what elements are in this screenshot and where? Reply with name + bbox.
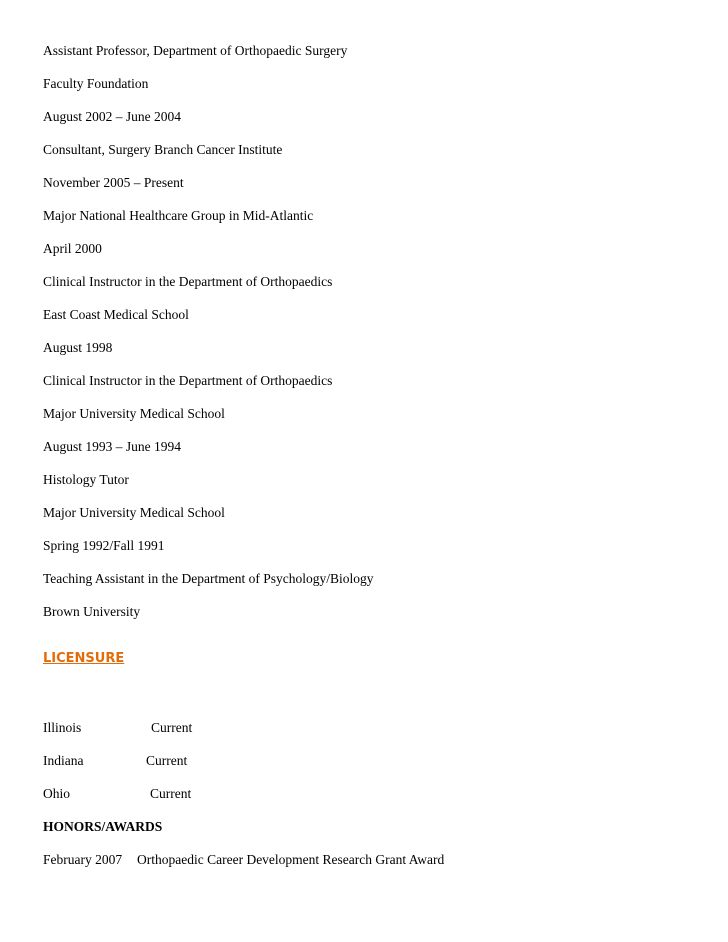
text-line: Brown University [43,604,141,619]
license-state: Indiana [43,753,84,768]
text-line: Major National Healthcare Group in Mid-Atlantic [43,208,314,223]
text-line: August 1993 – June 1994 [43,439,181,454]
text-line: Consultant, Surgery Branch Cancer Institute [43,142,283,157]
text-line: Major University Medical School [43,505,225,520]
award-row [43,852,543,868]
license-row [43,720,343,736]
license-row [43,786,343,802]
text-line: Assistant Professor, Department of Orthopaedic Surgery [43,43,348,58]
award-title: Orthopaedic Career Development Research Grant Award [137,852,445,867]
text-line: April 2000 [43,241,102,256]
license-status: Current [150,786,192,801]
text-line: East Coast Medical School [43,307,189,322]
text-line: November 2005 – Present [43,175,184,190]
license-state: Ohio [43,786,70,801]
text-line: Clinical Instructor in the Department of Orthopaedics [43,373,333,388]
license-status: Current [151,720,193,735]
license-state: Illinois [43,720,82,735]
text-line: Clinical Instructor in the Department of Orthopaedics [43,274,333,289]
text-line: Spring 1992/Fall 1991 [43,538,165,553]
award-date: February 2007 [43,852,123,867]
licensure-heading: LICENSURE [43,651,125,666]
license-row [43,753,343,769]
text-line: Faculty Foundation [43,76,149,91]
text-line: Major University Medical School [43,406,225,421]
honors-heading: HONORS/AWARDS [43,819,163,834]
text-line: August 1998 [43,340,113,355]
text-line: Histology Tutor [43,472,129,487]
text-line: August 2002 – June 2004 [43,109,181,124]
license-status: Current [146,753,188,768]
text-line: Teaching Assistant in the Department of Psychology/Biology [43,571,374,586]
